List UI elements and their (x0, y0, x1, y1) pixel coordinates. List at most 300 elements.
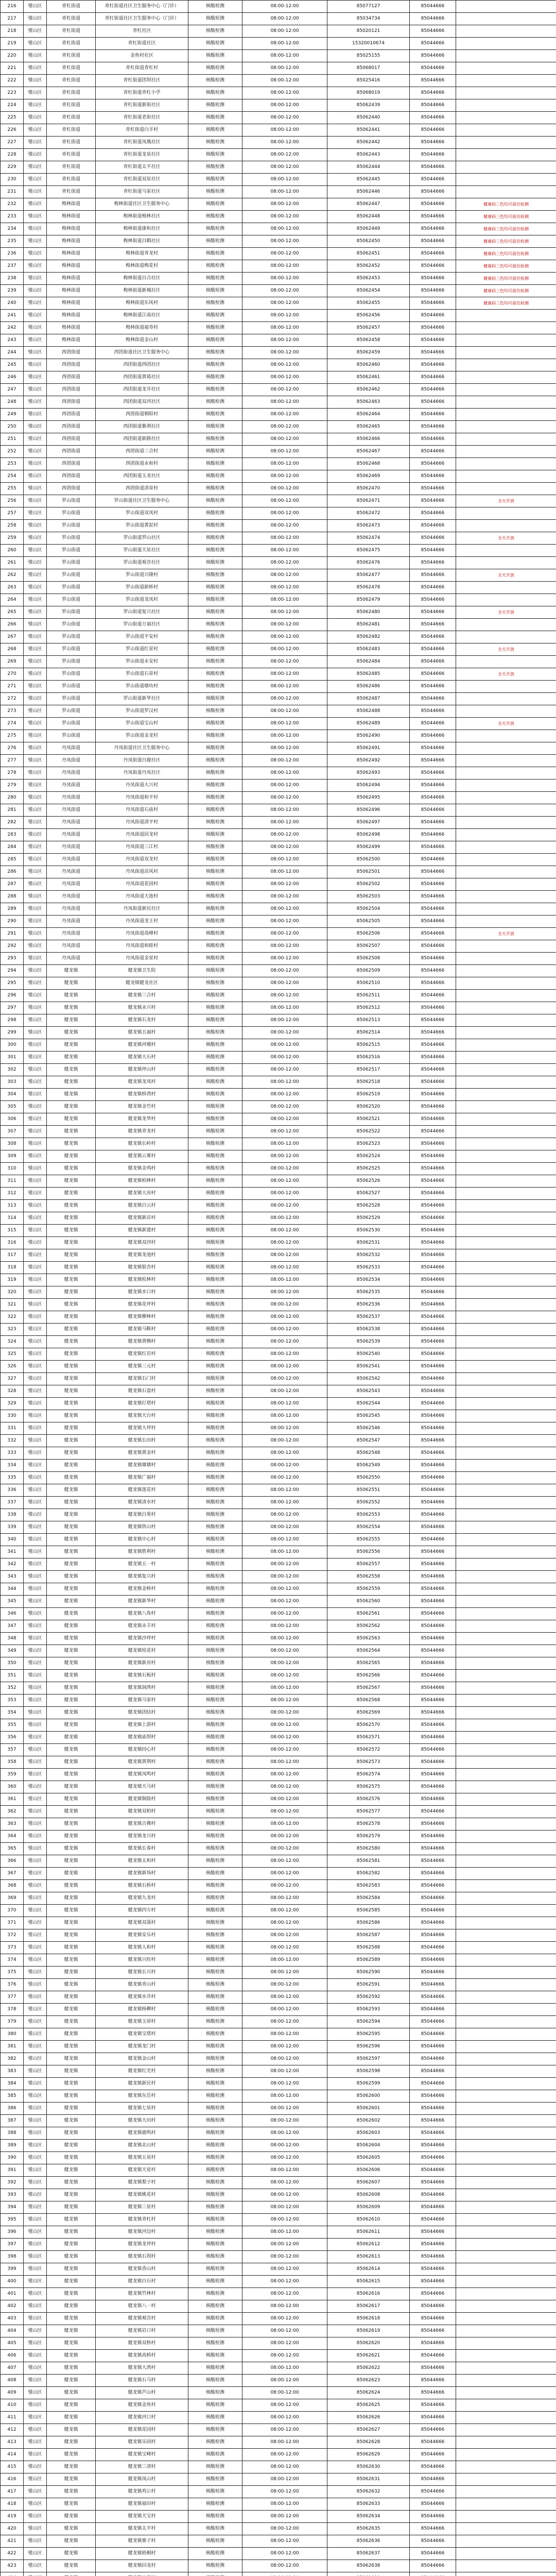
service-type-cell: 核酸检测 (188, 1175, 242, 1188)
phone-cell: 85062453 (327, 273, 410, 285)
note-cell (456, 1150, 556, 1163)
hours-cell: 08:00-12:00 (242, 2028, 327, 2041)
hours-cell: 08:00-12:00 (242, 693, 327, 705)
district-cell: 璧山区 (24, 1497, 47, 1509)
note-cell (456, 1460, 556, 1472)
street-cell: 健龙镇 (47, 965, 96, 977)
table-row (1, 1868, 556, 1880)
district-cell: 璧山区 (24, 1299, 47, 1311)
street-cell: 罗山街道 (47, 631, 96, 643)
street-cell: 健龙镇 (47, 2350, 96, 2362)
hotline-cell: 85044666 (410, 1348, 456, 1361)
service-type-cell: 核酸检测 (188, 1027, 242, 1039)
service-type-cell: 核酸检测 (188, 2152, 242, 2164)
hours-cell: 08:00-12:00 (242, 2090, 327, 2103)
service-type-cell: 核酸检测 (188, 2214, 242, 2226)
hours-cell: 08:00-12:00 (242, 1608, 327, 1620)
row-number-cell: 300 (1, 1039, 24, 1052)
district-cell: 璧山区 (24, 2548, 47, 2560)
row-number-cell: 353 (1, 1694, 24, 1707)
street-cell: 健龙镇 (47, 1868, 96, 1880)
district-cell: 璧山区 (24, 1991, 47, 2004)
note-cell: 健康码三色均可前往检测 (456, 297, 556, 310)
note-cell (456, 2103, 556, 2115)
service-type-cell: 核酸检测 (188, 2560, 242, 2572)
phone-cell: 85062476 (327, 557, 410, 569)
note-cell (456, 446, 556, 458)
row-number-cell: 283 (1, 829, 24, 841)
hours-cell: 08:00-12:00 (242, 705, 327, 718)
row-number-cell: 288 (1, 891, 24, 903)
site-name-cell: 丹凤街道社区卫生服务中心 (96, 742, 188, 755)
note-cell (456, 1373, 556, 1385)
service-type-cell: 核酸检测 (188, 1979, 242, 1991)
hotline-cell: 85044666 (410, 1002, 456, 1014)
site-name-cell: 青杠街道新街社区 (96, 99, 188, 112)
phone-cell: 85062571 (327, 1732, 410, 1744)
phone-cell: 85062595 (327, 2028, 410, 2041)
phone-cell: 85062580 (327, 1843, 410, 1855)
phone-cell: 85062608 (327, 2189, 410, 2201)
street-cell: 健龙镇 (47, 2053, 96, 2065)
note-cell: 健康码三色均可前往检测 (456, 285, 556, 297)
street-cell: 丹凤街道 (47, 804, 96, 817)
district-cell: 璧山区 (24, 594, 47, 606)
hotline-cell: 85044666 (410, 718, 456, 730)
street-cell: 健龙镇 (47, 2276, 96, 2288)
district-cell: 璧山区 (24, 1781, 47, 1793)
service-type-cell: 核酸检测 (188, 433, 242, 446)
row-number-cell: 411 (1, 2412, 24, 2424)
district-cell: 璧山区 (24, 841, 47, 854)
hotline-cell: 85044666 (410, 470, 456, 483)
site-name-cell: 健龙镇七星村 (96, 2103, 188, 2115)
table-row (1, 965, 556, 977)
table-row (1, 495, 556, 507)
table-row (1, 99, 556, 112)
service-type-cell: 核酸检测 (188, 545, 242, 557)
district-cell: 璧山区 (24, 2016, 47, 2028)
table-row (1, 1, 556, 13)
service-type-cell: 核酸检测 (188, 2362, 242, 2375)
row-number-cell: 308 (1, 1138, 24, 1150)
site-name-cell: 健龙镇马鞍村 (96, 1324, 188, 1336)
service-type-cell: 核酸检测 (188, 2399, 242, 2412)
district-cell: 璧山区 (24, 211, 47, 223)
phone-cell: 85062558 (327, 1571, 410, 1583)
street-cell: 青杠街道 (47, 87, 96, 99)
note-cell (456, 1398, 556, 1410)
table-row (1, 2164, 556, 2177)
phone-cell: 85062548 (327, 1447, 410, 1460)
row-number-cell: 274 (1, 718, 24, 730)
phone-cell: 85062572 (327, 1744, 410, 1756)
row-number-cell: 402 (1, 2300, 24, 2313)
row-number-cell: 362 (1, 1806, 24, 1818)
phone-cell: 85062544 (327, 1398, 410, 1410)
hours-cell: 08:00-12:00 (242, 1101, 327, 1113)
site-name-cell: 西团街道黄葛社区 (96, 371, 188, 384)
row-number-cell: 389 (1, 2140, 24, 2152)
table-row (1, 1089, 556, 1101)
row-number-cell: 230 (1, 174, 24, 186)
hours-cell: 08:00-12:00 (242, 1744, 327, 1756)
note-cell (456, 1410, 556, 1422)
table-row (1, 1002, 556, 1014)
hours-cell: 08:00-12:00 (242, 767, 327, 779)
row-number-cell: 391 (1, 2164, 24, 2177)
hotline-cell: 85044666 (410, 1398, 456, 1410)
note-cell (456, 1027, 556, 1039)
hotline-cell: 85044666 (410, 1942, 456, 1954)
hotline-cell: 85044666 (410, 1719, 456, 1732)
hours-cell: 08:00-12:00 (242, 545, 327, 557)
hotline-cell: 85044666 (410, 668, 456, 681)
row-number-cell: 384 (1, 2078, 24, 2090)
service-type-cell: 核酸检测 (188, 38, 242, 50)
hotline-cell: 85044666 (410, 1583, 456, 1596)
phone-cell: 85062458 (327, 334, 410, 347)
service-type-cell: 核酸检测 (188, 483, 242, 495)
hours-cell: 08:00-12:00 (242, 1175, 327, 1188)
site-name-cell: 丹凤街道新民社区 (96, 903, 188, 916)
site-name-cell: 青杠街道老街社区 (96, 112, 188, 124)
hours-cell: 08:00-12:00 (242, 334, 327, 347)
site-name-cell: 西团街道玉龙社区 (96, 470, 188, 483)
site-name-cell: 丹凤街道双龙村 (96, 854, 188, 866)
hotline-cell: 85044666 (410, 1521, 456, 1534)
street-cell: 健龙镇 (47, 2313, 96, 2325)
phone-cell: 85062541 (327, 1361, 410, 1373)
hours-cell (242, 2572, 327, 2576)
service-type-cell: 核酸检测 (188, 1509, 242, 1521)
row-number-cell: 307 (1, 1126, 24, 1138)
note-cell (456, 693, 556, 705)
phone-cell: 85062585 (327, 1905, 410, 1917)
street-cell: 健龙镇 (47, 2362, 96, 2375)
note-cell (456, 396, 556, 409)
table-row (1, 1732, 556, 1744)
note-cell (456, 2164, 556, 2177)
service-type-cell: 核酸检测 (188, 1472, 242, 1484)
site-name-cell: 健龙镇五星村 (96, 2152, 188, 2164)
phone-cell: 85062445 (327, 174, 410, 186)
row-number-cell: 313 (1, 1200, 24, 1212)
site-name-cell: 梅林街道百合社区 (96, 273, 188, 285)
row-number-cell: 239 (1, 285, 24, 297)
district-cell: 璧山区 (24, 1979, 47, 1991)
street-cell: 健龙镇 (47, 1014, 96, 1027)
district-cell: 璧山区 (24, 384, 47, 396)
phone-cell: 85062564 (327, 1645, 410, 1657)
note-cell (456, 99, 556, 112)
note-cell (456, 347, 556, 359)
hotline-cell: 85044666 (410, 742, 456, 755)
table-row (1, 285, 556, 297)
district-cell: 璧山区 (24, 1460, 47, 1472)
table-row (1, 198, 556, 211)
hours-cell: 08:00-12:00 (242, 99, 327, 112)
district-cell: 璧山区 (24, 2263, 47, 2276)
service-type-cell: 核酸检测 (188, 643, 242, 656)
service-type-cell: 核酸检测 (188, 359, 242, 371)
hours-cell: 08:00-12:00 (242, 1855, 327, 1868)
hours-cell: 08:00-12:00 (242, 1027, 327, 1039)
table-row (1, 520, 556, 532)
phone-cell: 85062486 (327, 681, 410, 693)
hotline-cell: 85044666 (410, 730, 456, 742)
table-row (1, 2152, 556, 2164)
note-cell: 健康码三色均可前往检测 (456, 211, 556, 223)
note-cell (456, 2276, 556, 2288)
phone-cell: 85062508 (327, 953, 410, 965)
hotline-cell: 85044666 (410, 62, 456, 75)
phone-cell: 85062471 (327, 495, 410, 507)
hotline-cell: 85044666 (410, 569, 456, 582)
service-type-cell: 核酸检测 (188, 520, 242, 532)
street-cell: 健龙镇 (47, 2461, 96, 2473)
site-name-cell: 青杠街道马家社区 (96, 186, 188, 198)
hotline-cell: 85044666 (410, 2412, 456, 2424)
street-cell: 西团街道 (47, 433, 96, 446)
service-type-cell: 核酸检测 (188, 2251, 242, 2263)
service-type-cell: 核酸检测 (188, 1101, 242, 1113)
district-cell: 璧山区 (24, 248, 47, 260)
phone-cell: 85062578 (327, 1818, 410, 1831)
street-cell: 健龙镇 (47, 2065, 96, 2078)
table-row (1, 2115, 556, 2127)
row-number-cell: 414 (1, 2449, 24, 2461)
district-cell: 璧山区 (24, 916, 47, 928)
service-type-cell: 核酸检测 (188, 1929, 242, 1942)
phone-cell: 85062469 (327, 470, 410, 483)
row-number-cell: 261 (1, 557, 24, 569)
service-type-cell: 核酸检测 (188, 841, 242, 854)
row-number-cell: 287 (1, 878, 24, 891)
hours-cell: 08:00-12:00 (242, 186, 327, 198)
service-type-cell: 核酸检测 (188, 2041, 242, 2053)
note-cell (456, 1954, 556, 1967)
phone-cell: 85062503 (327, 891, 410, 903)
district-cell: 璧山区 (24, 767, 47, 779)
note-cell (456, 50, 556, 62)
service-type-cell: 核酸检测 (188, 953, 242, 965)
note-cell (456, 2263, 556, 2276)
site-name-cell: 罗山街道新桥村 (96, 582, 188, 594)
hours-cell: 08:00-12:00 (242, 211, 327, 223)
phone-cell: 85062591 (327, 1979, 410, 1991)
service-type-cell: 核酸检测 (188, 1286, 242, 1299)
hotline-cell: 85044666 (410, 854, 456, 866)
hotline-cell: 85044666 (410, 2325, 456, 2337)
phone-cell: 85062551 (327, 1484, 410, 1497)
row-number-cell: 375 (1, 1967, 24, 1979)
street-cell: 健龙镇 (47, 2251, 96, 2263)
site-name-cell: 罗山街道兴隆村 (96, 569, 188, 582)
row-number-cell: 326 (1, 1361, 24, 1373)
service-type-cell: 核酸检测 (188, 2177, 242, 2189)
hotline-cell: 85044666 (410, 1707, 456, 1719)
street-cell: 健龙镇 (47, 2041, 96, 2053)
street-cell: 健龙镇 (47, 1633, 96, 1645)
service-type-cell: 核酸检测 (188, 161, 242, 174)
phone-cell: 85062455 (327, 297, 410, 310)
table-row (1, 334, 556, 347)
row-number-cell: 301 (1, 1052, 24, 1064)
table-row (1, 124, 556, 137)
district-cell: 璧山区 (24, 545, 47, 557)
hotline-cell: 85044666 (410, 520, 456, 532)
district-cell: 璧山区 (24, 87, 47, 99)
note-cell (456, 953, 556, 965)
site-name-cell: 健龙镇花园村 (96, 2424, 188, 2436)
site-name-cell: 健龙镇河堰村 (96, 1039, 188, 1052)
district-cell: 璧山区 (24, 1262, 47, 1274)
street-cell: 青杠街道 (47, 25, 96, 38)
table-row (1, 2065, 556, 2078)
site-name-cell: 健龙镇灯塔村 (96, 1398, 188, 1410)
street-cell: 健龙镇 (47, 1138, 96, 1150)
site-name-cell: 健龙镇石桥村 (96, 1880, 188, 1892)
hotline-cell: 85044666 (410, 792, 456, 804)
hotline-cell: 85044666 (410, 322, 456, 334)
note-cell (456, 2004, 556, 2016)
phone-cell: 85062574 (327, 1769, 410, 1781)
service-type-cell: 核酸检测 (188, 631, 242, 643)
service-type-cell: 核酸检测 (188, 2140, 242, 2152)
row-number-cell: 314 (1, 1212, 24, 1225)
site-name-cell: 丹凤街道石庙村 (96, 804, 188, 817)
hotline-cell: 85044666 (410, 1534, 456, 1546)
note-cell (456, 2436, 556, 2449)
note-cell (456, 1769, 556, 1781)
street-cell: 健龙镇 (47, 1188, 96, 1200)
street-cell: 青杠街道 (47, 124, 96, 137)
table-row (1, 359, 556, 371)
district-cell: 璧山区 (24, 1361, 47, 1373)
note-cell (456, 1422, 556, 1435)
service-type-cell: 核酸检测 (188, 1558, 242, 1571)
hotline-cell: 85044666 (410, 25, 456, 38)
hours-cell: 08:00-12:00 (242, 2041, 327, 2053)
street-cell: 丹凤街道 (47, 742, 96, 755)
service-type-cell: 核酸检测 (188, 1719, 242, 1732)
note-cell (456, 25, 556, 38)
note-cell (456, 1188, 556, 1200)
table-row (1, 2313, 556, 2325)
district-cell: 璧山区 (24, 1212, 47, 1225)
district-cell: 璧山区 (24, 1472, 47, 1484)
phone-cell: 85062563 (327, 1633, 410, 1645)
service-type-cell: 核酸检测 (188, 928, 242, 940)
district-cell: 璧山区 (24, 1138, 47, 1150)
hours-cell: 08:00-12:00 (242, 2412, 327, 2424)
site-name-cell: 健龙镇龙坪村 (96, 2239, 188, 2251)
district-cell: 璧山区 (24, 1954, 47, 1967)
service-type-cell: 核酸检测 (188, 2226, 242, 2239)
table-row (1, 1484, 556, 1497)
phone-cell: 85062584 (327, 1892, 410, 1905)
site-name-cell: 梅林街道东风村 (96, 297, 188, 310)
table-row (1, 569, 556, 582)
phone-cell: 85062466 (327, 433, 410, 446)
district-cell: 璧山区 (24, 2288, 47, 2300)
street-cell: 健龙镇 (47, 1484, 96, 1497)
table-row (1, 2201, 556, 2214)
hours-cell: 08:00-12:00 (242, 384, 327, 396)
table-row (1, 1447, 556, 1460)
hotline-cell (410, 2572, 456, 2576)
note-cell (456, 2449, 556, 2461)
row-number-cell: 251 (1, 433, 24, 446)
row-number-cell: 367 (1, 1868, 24, 1880)
phone-cell: 85077127 (327, 1, 410, 13)
site-name-cell: 健龙镇石坝村 (96, 2251, 188, 2263)
hours-cell: 08:00-12:00 (242, 470, 327, 483)
street-cell: 健龙镇 (47, 1546, 96, 1558)
phone-cell: 85062518 (327, 1076, 410, 1089)
note-cell (456, 1014, 556, 1027)
hotline-cell: 85044666 (410, 2560, 456, 2572)
district-cell: 璧山区 (24, 755, 47, 767)
phone-cell: 85062441 (327, 124, 410, 137)
hotline-cell: 85044666 (410, 1299, 456, 1311)
row-number-cell: 246 (1, 371, 24, 384)
hours-cell: 08:00-12:00 (242, 1311, 327, 1324)
service-type-cell: 核酸检测 (188, 1806, 242, 1818)
note-cell (456, 87, 556, 99)
hours-cell: 08:00-12:00 (242, 1521, 327, 1534)
row-number-cell: 264 (1, 594, 24, 606)
note-cell (456, 421, 556, 433)
district-cell: 璧山区 (24, 1546, 47, 1558)
site-name-cell: 西团街道三合村 (96, 446, 188, 458)
hotline-cell: 85044666 (410, 1175, 456, 1188)
service-type-cell: 核酸检测 (188, 2004, 242, 2016)
note-cell (456, 1089, 556, 1101)
hours-cell: 08:00-12:00 (242, 2127, 327, 2140)
hours-cell: 08:00-12:00 (242, 755, 327, 767)
hotline-cell: 85044666 (410, 1905, 456, 1917)
table-row (1, 1793, 556, 1806)
phone-cell: 85062473 (327, 520, 410, 532)
street-cell: 健龙镇 (47, 1855, 96, 1868)
hours-cell: 08:00-12:00 (242, 681, 327, 693)
note-cell (456, 2065, 556, 2078)
site-name-cell: 西团街道永和村 (96, 458, 188, 470)
phone-cell: 85062449 (327, 223, 410, 235)
note-cell (456, 13, 556, 25)
site-name-cell: 青杠街道太平社区 (96, 161, 188, 174)
table-row (1, 866, 556, 878)
note-cell (456, 1905, 556, 1917)
note-cell (456, 619, 556, 631)
hotline-cell: 85044666 (410, 2189, 456, 2201)
service-type-cell: 核酸检测 (188, 891, 242, 903)
district-cell: 璧山区 (24, 1583, 47, 1596)
service-type-cell: 核酸检测 (188, 1002, 242, 1014)
site-name-cell: 健龙镇大石村 (96, 1052, 188, 1064)
street-cell: 健龙镇 (47, 1571, 96, 1583)
service-type-cell: 核酸检测 (188, 2375, 242, 2387)
hotline-cell: 85044666 (410, 1633, 456, 1645)
hotline-cell: 85044666 (410, 2449, 456, 2461)
hours-cell: 08:00-12:00 (242, 953, 327, 965)
phone-cell: 85062532 (327, 1249, 410, 1262)
service-type-cell: 核酸检测 (188, 940, 242, 953)
phone-cell: 85062472 (327, 507, 410, 520)
table-row (1, 1670, 556, 1682)
